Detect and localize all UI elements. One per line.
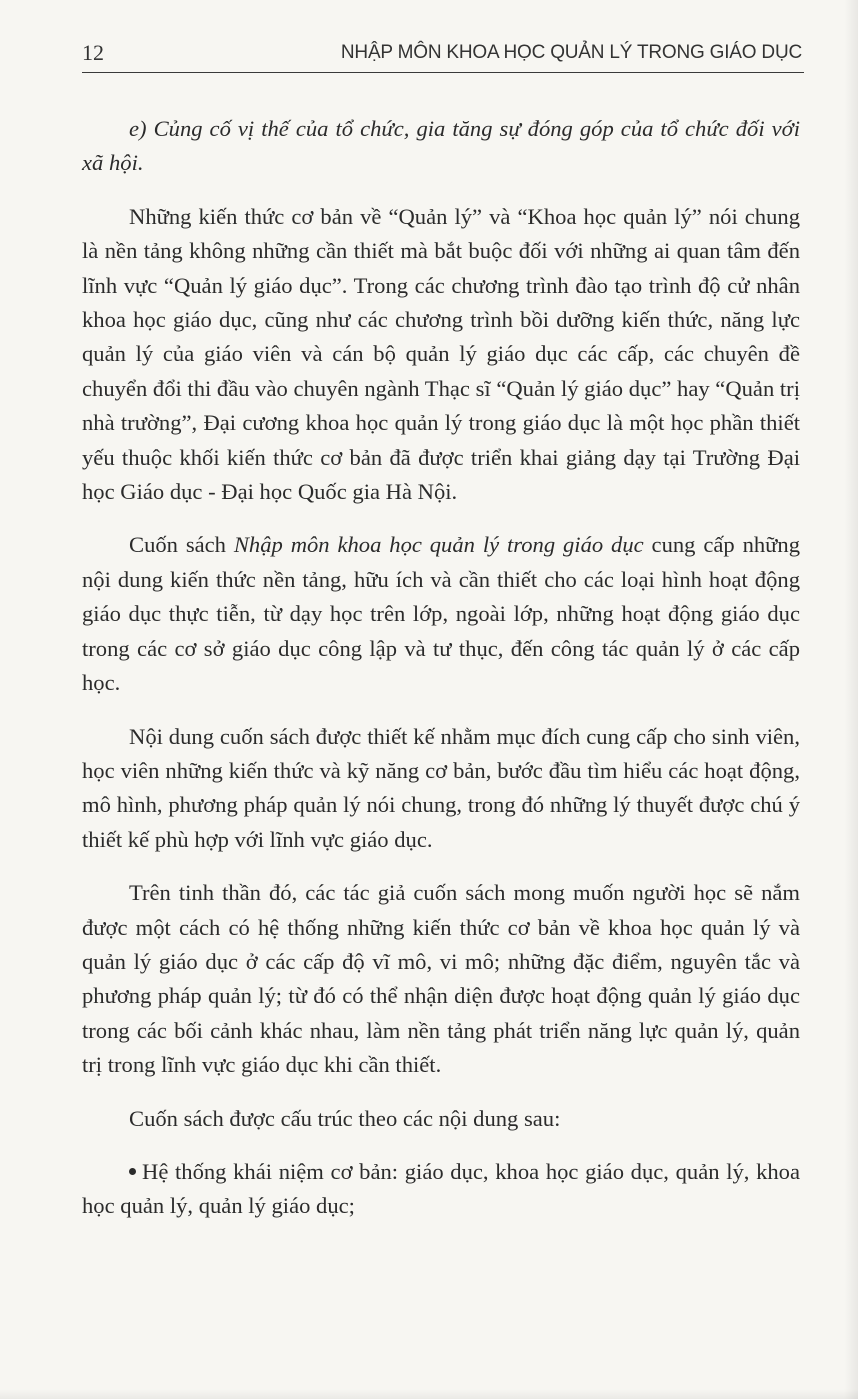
paragraph-structure-intro: Cuốn sách được cấu trúc theo các nội dung sau: — [129, 1105, 561, 1131]
paragraph-intro: Những kiến thức cơ bản về “Quản lý” và “Khoa học quản lý” nói chung là nền tảng không những cần thiết mà bắt buộc đối với những ai quan tâm đến lĩnh vực “Quản lý giáo dục”. Trong các chương trình đào tạo trình độ cử nhân khoa học giáo dục, cũng như các chương trình bồi dưỡng kiến thức, năng lực quản lý của giáo viên và cán bộ quản lý giáo dục các cấp, các chuyên đề chuyển đổi thi đầu vào chuyên ngành Thạc sĩ “Quản lý giáo dục” hay “Quản trị nhà trường”, Đại cương khoa học quản lý trong giáo dục là một học phần thiết yếu thuộc khối kiến thức cơ bản đã được triển khai giảng dạy tại Trường Đại học Giáo dục - Đại học Quốc gia Hà Nội. — [82, 203, 800, 505]
bullet-item — [82, 1155, 800, 1224]
paragraph-book-description-start: Cuốn sách — [129, 532, 234, 558]
page-bottom-shadow — [0, 1389, 858, 1399]
body-text — [82, 112, 800, 1243]
paragraph-book-description — [82, 528, 800, 700]
running-title: NHẬP MÔN KHOA HỌC QUẢN LÝ TRONG GIÁO DỤC — [340, 42, 802, 63]
page-edge-shadow — [844, 0, 858, 1399]
page-header — [82, 36, 804, 73]
paragraph-content-design: Nội dung cuốn sách được thiết kế nhằm mục đích cung cấp cho sinh viên, học viên những kiến thức và kỹ năng cơ bản, bước đầu tìm hiểu các hoạt động, mô hình, phương pháp quản lý nói chung, trong đó những lý thuyết được chú ý thiết kế phù hợp với lĩnh vực giáo dục. — [82, 723, 800, 852]
paragraph-item-e: e) Củng cố vị thế của tổ chức, gia tăng sự đóng góp của tổ chức đối với xã hội. — [82, 116, 800, 176]
paragraph-book-description-end: cung cấp những nội dung kiến thức nền tảng, hữu ích và cần thiết cho các loại hình hoạt động giáo dục thực tiễn, từ dạy học trên lớp, ngoài lớp, những hoạt động giáo dục trong các cơ sở giáo dục công lập và tư thục, đến công tác quản lý ở các cấp học. — [82, 532, 800, 696]
bullet-icon — [129, 1168, 136, 1175]
page-number: 12 — [82, 40, 104, 65]
book-title: Nhập môn khoa học quản lý trong giáo dục — [233, 532, 644, 558]
paragraph-learning-goals: Trên tinh thần đó, các tác giả cuốn sách mong muốn người học sẽ nắm được một cách có hệ thống những kiến thức cơ bản về khoa học quản lý và quản lý giáo dục ở các cấp độ vĩ mô, vi mô; những đặc điểm, nguyên tắc và phương pháp quản lý; từ đó có thể nhận diện được hoạt động quản lý giáo dục trong các bối cảnh khác nhau, làm nền tảng phát triển năng lực quản lý, quản trị trong lĩnh vực giáo dục khi cần thiết. — [82, 880, 800, 1078]
bullet-text: Hệ thống khái niệm cơ bản: giáo dục, khoa học giáo dục, quản lý, khoa học quản lý, quản lý giáo dục; — [82, 1158, 800, 1219]
